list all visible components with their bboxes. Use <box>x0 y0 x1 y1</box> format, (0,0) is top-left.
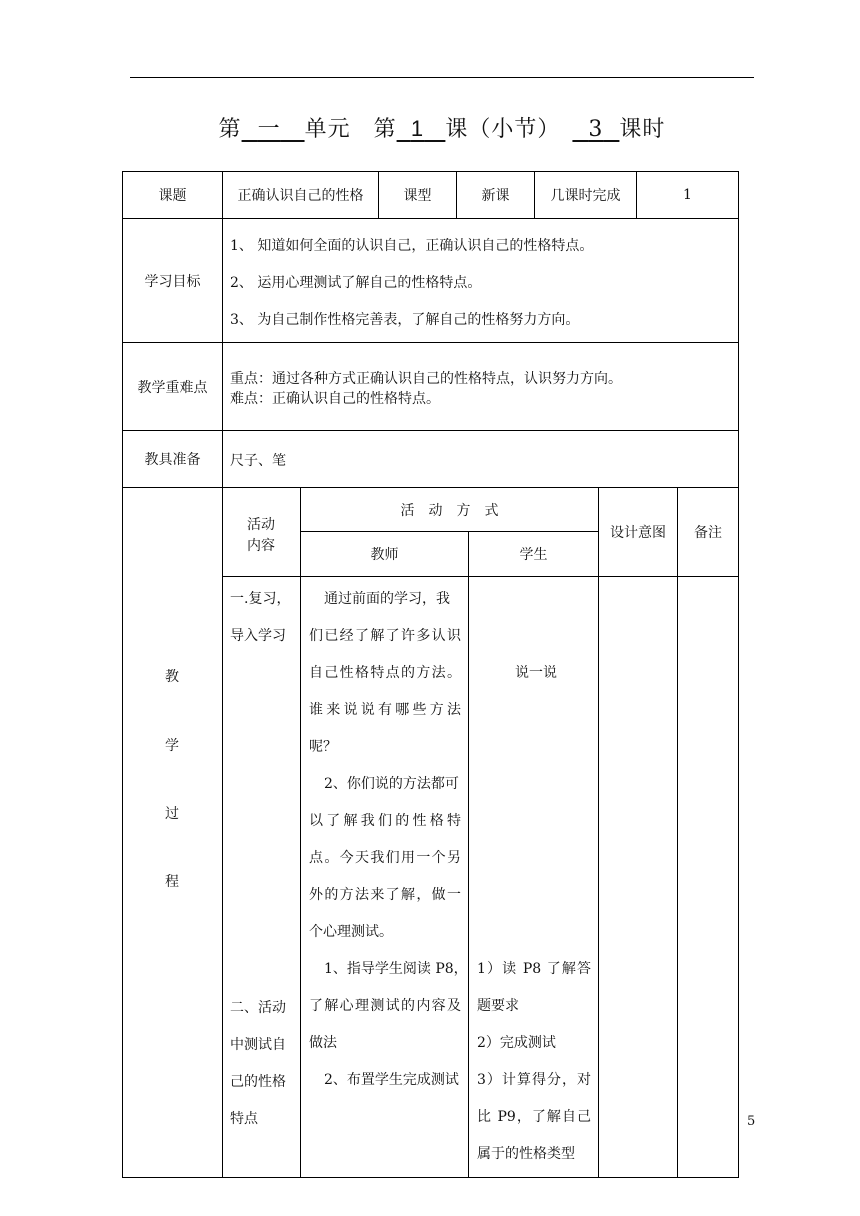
materials-label: 教具准备 <box>123 431 223 488</box>
design-header: 设计意图 <box>599 488 678 577</box>
teacher-line: 呢？ <box>309 739 337 755</box>
title-part: 课时 <box>619 117 666 142</box>
objective-item: 3、 为自己制作性格完善表，了解自己的性格努力方向。 <box>230 312 580 328</box>
student-line: 3）计算得分，对 <box>477 1072 591 1088</box>
student-content <box>469 577 599 1178</box>
type-value: 新课 <box>457 172 535 219</box>
activity-item: 中测试自 <box>230 1037 286 1053</box>
mode-header: 活 动 方 式 <box>301 488 599 532</box>
student-line: 题要求 <box>477 998 519 1014</box>
teacher-content <box>301 577 469 1178</box>
hours-label: 几课时完成 <box>535 172 637 219</box>
lesson-plan-table <box>122 171 739 1178</box>
objective-item: 2、 运用心理测试了解自己的性格特点。 <box>230 275 482 291</box>
student-line: 2）完成测试 <box>477 1035 556 1051</box>
teacher-line: 个心理测试。 <box>309 924 393 940</box>
activity-item: 特点 <box>230 1111 258 1127</box>
key-points-label: 教学重难点 <box>123 343 223 431</box>
remark-content <box>678 577 739 1178</box>
title-part: 第 <box>218 117 242 142</box>
teacher-line: 点。今天我们用一个另 <box>309 850 461 866</box>
teacher-line: 谁来说说有哪些方法 <box>309 702 461 718</box>
student-line: 属于的性格类型 <box>477 1146 575 1162</box>
teacher-line: 2、你们说的方法都可 <box>324 776 459 792</box>
key-points-content <box>223 343 739 431</box>
materials-value <box>223 431 739 488</box>
objectives-label: 学习目标 <box>123 219 223 343</box>
header-rule <box>130 77 754 78</box>
unit-number: 一 <box>257 117 281 142</box>
topic-label: 课题 <box>123 172 223 219</box>
topic-value: 正确认识自己的性格 <box>223 172 379 219</box>
objectives-content <box>223 219 739 343</box>
teacher-line: 自己性格特点的方法。 <box>309 665 461 681</box>
teacher-line: 做法 <box>309 1035 337 1051</box>
type-label: 课型 <box>379 172 457 219</box>
teacher-header: 教师 <box>301 532 469 577</box>
activity-item: 导入学习 <box>230 628 286 644</box>
activity-item: 二、活动 <box>230 1000 286 1016</box>
design-content <box>599 577 678 1178</box>
process-label: 教 学 过 程 <box>123 488 223 1178</box>
activity-header: 活动 内容 <box>223 488 301 577</box>
period-number: 3 <box>588 117 604 142</box>
activity-content <box>223 577 301 1178</box>
student-header: 学生 <box>469 532 599 577</box>
teacher-line: 们已经了解了许多认识 <box>309 628 461 644</box>
student-line: 1）读 P8 了解答 <box>477 961 591 977</box>
key-point-line: 重点：通过各种方式正确认识自己的性格特点，认识努力方向。 <box>230 371 622 387</box>
page-number: 5 <box>747 1114 756 1129</box>
student-line: 比 P9，了解自己 <box>477 1109 591 1125</box>
teacher-line: 以了解我们的性格特 <box>309 813 461 829</box>
teacher-line: 2、布置学生完成测试 <box>324 1072 459 1088</box>
teacher-line: 1、指导学生阅读 P8， <box>324 961 468 977</box>
lesson-number: 1 <box>410 116 425 141</box>
teacher-line: 了解心理测试的内容及 <box>309 998 461 1014</box>
activity-item: 己的性格 <box>230 1074 286 1090</box>
objective-item: 1、 知道如何全面的认识自己，正确认识自己的性格特点。 <box>230 238 594 254</box>
activity-item: 一.复习， <box>230 591 291 607</box>
student-say: 说一说 <box>515 665 557 681</box>
difficulty-line: 难点：正确认识自己的性格特点。 <box>230 391 440 407</box>
materials-text: 尺子、笔 <box>230 453 286 469</box>
title-part: 单元 第 <box>304 117 397 142</box>
page-title <box>0 112 860 143</box>
teacher-line: 外的方法来了解，做一 <box>309 887 461 903</box>
teacher-line: 通过前面的学习，我 <box>324 591 450 607</box>
title-part: 课（小节） <box>445 117 573 142</box>
hours-value: 1 <box>637 172 739 219</box>
remark-header: 备注 <box>678 488 739 577</box>
